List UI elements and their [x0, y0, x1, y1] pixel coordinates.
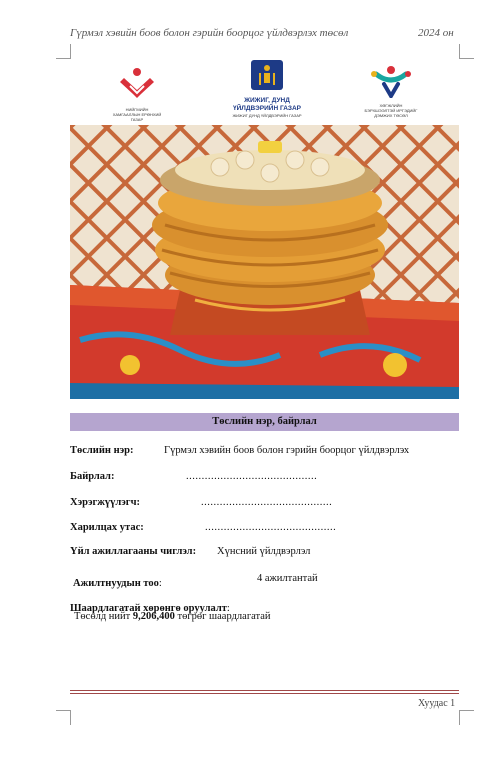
- capital-suffix: төгрөг шаардлагатай: [177, 611, 271, 622]
- crop-mark-top-left: [56, 44, 71, 59]
- crop-mark-bottom-left: [56, 710, 71, 725]
- location-value: ..........................................: [186, 471, 318, 482]
- workers-value: 4 ажилтантай: [257, 573, 318, 584]
- boortsog-cake-photo: [70, 125, 459, 399]
- welfare-logo-caption: НИЙГМИЙН ХАМГААЛЛЫН ЕРӨНХИЙ ГАЗАР: [112, 107, 162, 122]
- activity-label: Үйл ажиллагааны чиглэл:: [70, 546, 197, 557]
- capital-amount: 9,206,400: [132, 611, 175, 622]
- location-label: Байрлал:: [70, 471, 115, 482]
- capital-label: Шаардлагатай хөрөнгө оруулалт: [70, 603, 227, 614]
- capital-colon: :: [226, 603, 230, 614]
- sme-agency-logo: [222, 60, 312, 118]
- project-name-value: Гүрмэл хэвийн боов болон гэрийн боорцог үйлдвэрлэх: [164, 445, 410, 456]
- inclusion-emblem-icon: [364, 64, 418, 98]
- implementer-value: ..........................................: [201, 497, 333, 508]
- phone-value: ..........................................: [205, 522, 337, 533]
- workers-row: [73, 573, 162, 591]
- disability-project-caption: ХӨГЖЛИЙН БЭРХШЭЭЛТЭЙ ИРГЭДИЙГ ДЭМЖИХ ТӨСӨЛ: [364, 103, 418, 118]
- phone-label: Харилцах утас:: [70, 522, 144, 533]
- capital-prefix: Төсөлд нийт: [74, 611, 131, 622]
- welfare-emblem-icon: [112, 66, 162, 102]
- activity-value: Хүнсний үйлдвэрлэл: [217, 546, 311, 557]
- sme-agency-title: ЖИЖИГ, ДУНД ҮЙЛДВЭРИЙН ГАЗАР: [232, 97, 302, 112]
- disability-project-logo: [364, 64, 418, 118]
- footer-rule: [70, 690, 459, 691]
- project-name-label: Төслийн нэр:: [70, 445, 134, 456]
- header-title: Гүрмэл хэвийн боов болон гэрийн боорцог үйлдвэрлэх төсөл: [70, 27, 349, 39]
- header-year: 2024 он: [418, 27, 454, 39]
- capital-detail: [74, 611, 271, 622]
- page-number: Хуудас 1: [418, 698, 456, 709]
- workers-label: Ажилтнуудын тоо: [73, 578, 159, 589]
- crop-mark-top-right: [459, 44, 474, 59]
- footer-rule-secondary: [70, 693, 459, 694]
- soyombo-emblem-icon: [222, 60, 312, 90]
- welfare-logo: [112, 66, 162, 122]
- crop-mark-bottom-right: [459, 710, 474, 725]
- sme-agency-caption: ЖИЖИГ ДУНД ҮЙЛДВЭРИЙН ГАЗАР: [232, 113, 302, 118]
- section-title: Төслийн нэр, байрлал: [70, 413, 459, 431]
- workers-colon: :: [158, 578, 162, 589]
- implementer-label: Хэрэгжүүлэгч:: [70, 497, 140, 508]
